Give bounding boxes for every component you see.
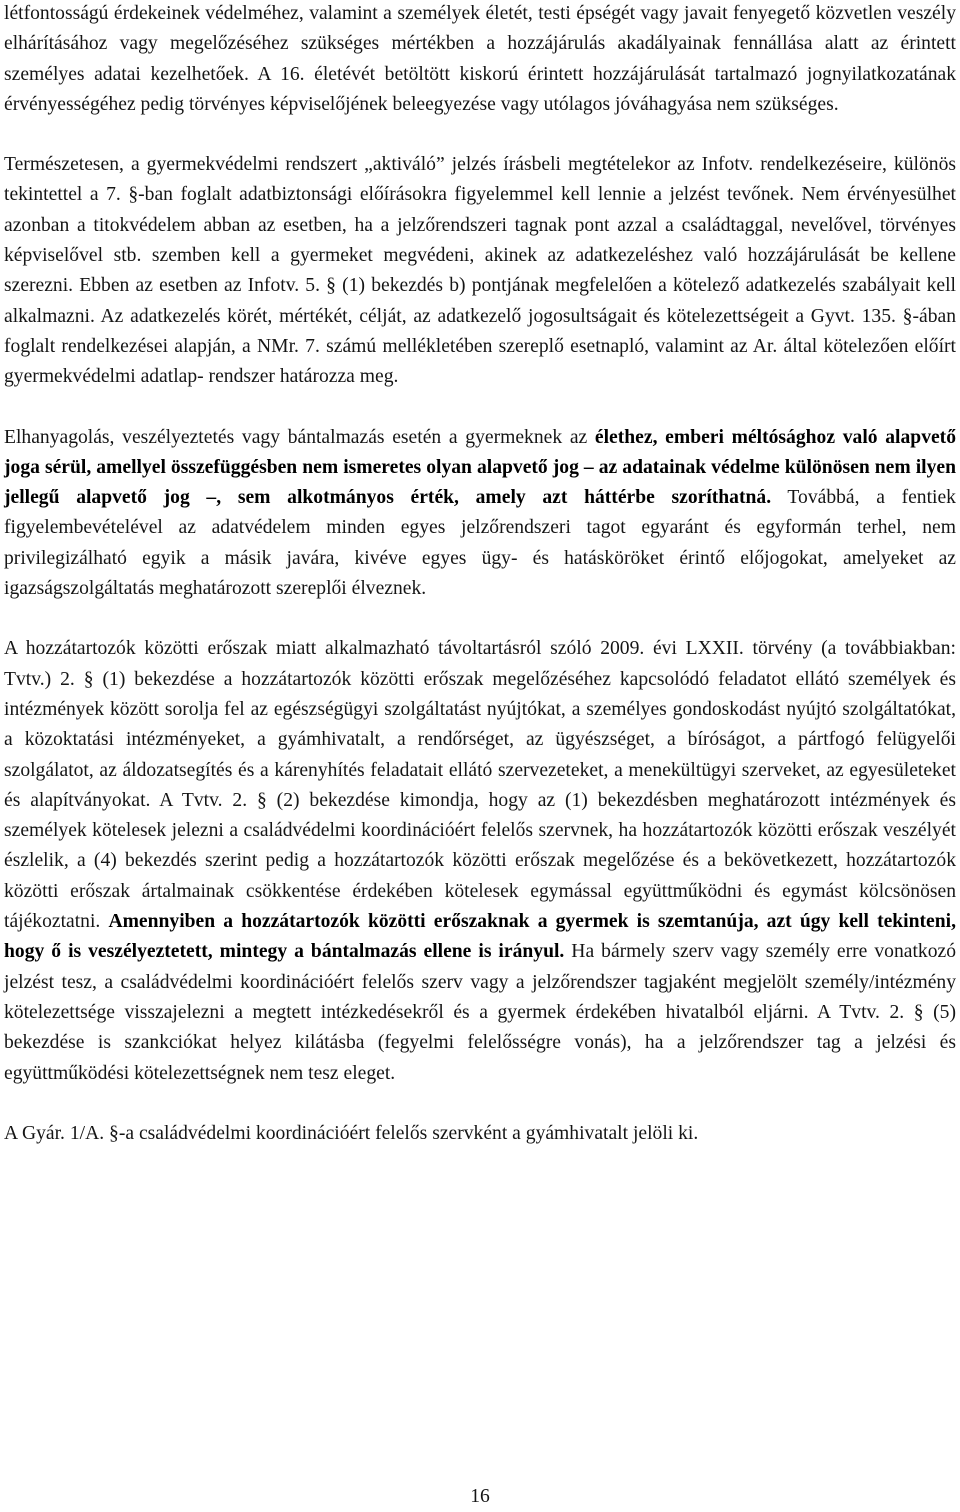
document-page xyxy=(4,0,956,1149)
page-number: 16 xyxy=(470,1486,490,1507)
paragraph-consent-rules xyxy=(4,0,956,120)
paragraph-text: létfontosságú érdekeinek védelméhez, valamint a személyek életét, testi épségét vagy javait fenyegető közvetlen veszély elhárításához vagy megelőzéséhez szükséges mértékben a hozzájárulás akadályainak fennállása alatt az érintett személyes adatai kezelhetőek. A 16. életévét betöltött kiskorú érintett hozzájárulását tartalmazó jognyilatkozatának érvényességéhez pedig törvényes képviselőjének beleegyezése vagy utólagos jóváhagyása nem szükséges. xyxy=(4,3,956,115)
paragraph-fundamental-rights xyxy=(4,423,956,605)
bold-emphasis-text: Amennyiben a hozzátartozók közötti erőszaknak a gyermek is szemtanúja, azt úgy kell tekinteni, hogy ő is veszélyeztetett, mintegy a bántalmazás ellene is irányul. xyxy=(4,911,956,963)
paragraph-text: Ha bármely szerv vagy személy erre vonatkozó jelzést tesz, a családvédelmi koordinációért felelős szerv vagy a jelzőrendszer tagjaként megjelölt személy/intézmény kötelezettsége visszajelezni a megtett intézkedésekről és a gyermek érdekében hivatalból eljárni. A Tvtv. 2. § (5) bekezdése is szankciókat helyez kilátásba (fegyelmi felelősségre vonás), ha a jelzőrendszer tag a jelzési és együttműködési kötelezettségnek nem tesz eleget. xyxy=(4,941,956,1084)
paragraph-text: Természetesen, a gyermekvédelmi rendszert „aktiváló” jelzés írásbeli megtételekor az Infotv. rendelkezéseire, különös tekintettel a 7. §-ban foglalt adatbiztonsági előírásokra figyelemmel kell lennie a jelzést tevőnek. Nem érvényesülhet azonban a titokvédelem abban az esetben, ha a jelzőrendszeri tagnak pont azzal a családtaggal, nevelővel, törvényes képviselővel stb. szemben kell a gyermeket megvédeni, akinek az adatkezeléshez való hozzájárulását be kellene szerezni. Ebben az esetben az Infotv. 5. § (1) bekezdés b) pontjának megfelelően a kötelező adatkezelés szabályait kell alkalmazni. Az adatkezelés körét, mértékét, célját, az adatkezelő jogosultságait és kötelezettségeit a Gyvt. 135. §-ában foglalt rendelkezései alapján, a NMr. 7. számú mellékletében szereplő esetnapló, valamint az Ar. által kötelezően előírt gyermekvédelmi adatlap- rendszer határozza meg. xyxy=(4,154,956,388)
paragraph-guardianship-office xyxy=(4,1119,956,1149)
paragraph-signal-data-protection xyxy=(4,150,956,392)
paragraph-text: A Gyár. 1/A. §-a családvédelmi koordinációért felelős szervként a gyámhivatalt jelöli ki. xyxy=(4,1122,699,1144)
paragraph-text: Továbbá, a fentiek figyelembevételével az adatvédelem minden egyes jelzőrendszeri tagot egyaránt és egyformán terhel, nem privilegizálható egyik a másik javára, kivéve egyes ügy- és hatásköröket érintő előjogokat, amelyeket az igazságszolgáltatás meghatározott szereplői élveznek. xyxy=(4,487,956,600)
paragraph-text: A hozzátartozók közötti erőszak miatt alkalmazható távoltartásról szóló 2009. évi LXXII. törvény (a továbbiakban: Tvtv.) 2. § (1) bekezdése a hozzátartozók közötti erőszak megelőzéséhez kapcsolódó feladatot ellátó személyek és intézmények között sorolja fel az egészségügyi szolgáltatást nyújtókat, a személyes gondoskodást nyújtó szolgáltatókat, a közoktatási intézményeket, a gyámhivatalt, a rendőrséget, az ügyészséget, a bíróságot, a pártfogó felügyelői szolgálatot, az áldozatsegítés és a kárenyhítés feladatait ellátó szervezeteket, a menekültügyi szerveket, az egyesületeket és alapítványokat. A Tvtv. 2. § (2) bekezdése kimondja, hogy az (1) bekezdésben meghatározott intézmények és személyek kötelesek jelezni a családvédelmi koordinációért felelős szervnek, ha hozzátartozók közötti erőszak veszélyét észlelik, a (4) bekezdés szerint pedig a hozzátartozók közötti erőszak megelőzése és a bekövetkezett, hozzátartozók közötti erőszak ártalmainak csökkentése érdekében kötelesek egymással együttműködni és egymást kölcsönösen tájékoztatni. xyxy=(4,638,956,933)
paragraph-domestic-violence-act xyxy=(4,634,956,1088)
bold-emphasis-text: élethez, emberi méltósághoz való alapvető joga sérül, amellyel összefüggésben nem ismeretes olyan alapvető jog – az adatainak védelme különösen nem ilyen jellegű alapvető jog –, sem alkotmányos érték, amely azt háttérbe szoríthatná. xyxy=(4,426,957,509)
paragraph-text: Elhanyagolás, veszélyeztetés vagy bántalmazás esetén a gyermeknek az xyxy=(4,426,595,448)
